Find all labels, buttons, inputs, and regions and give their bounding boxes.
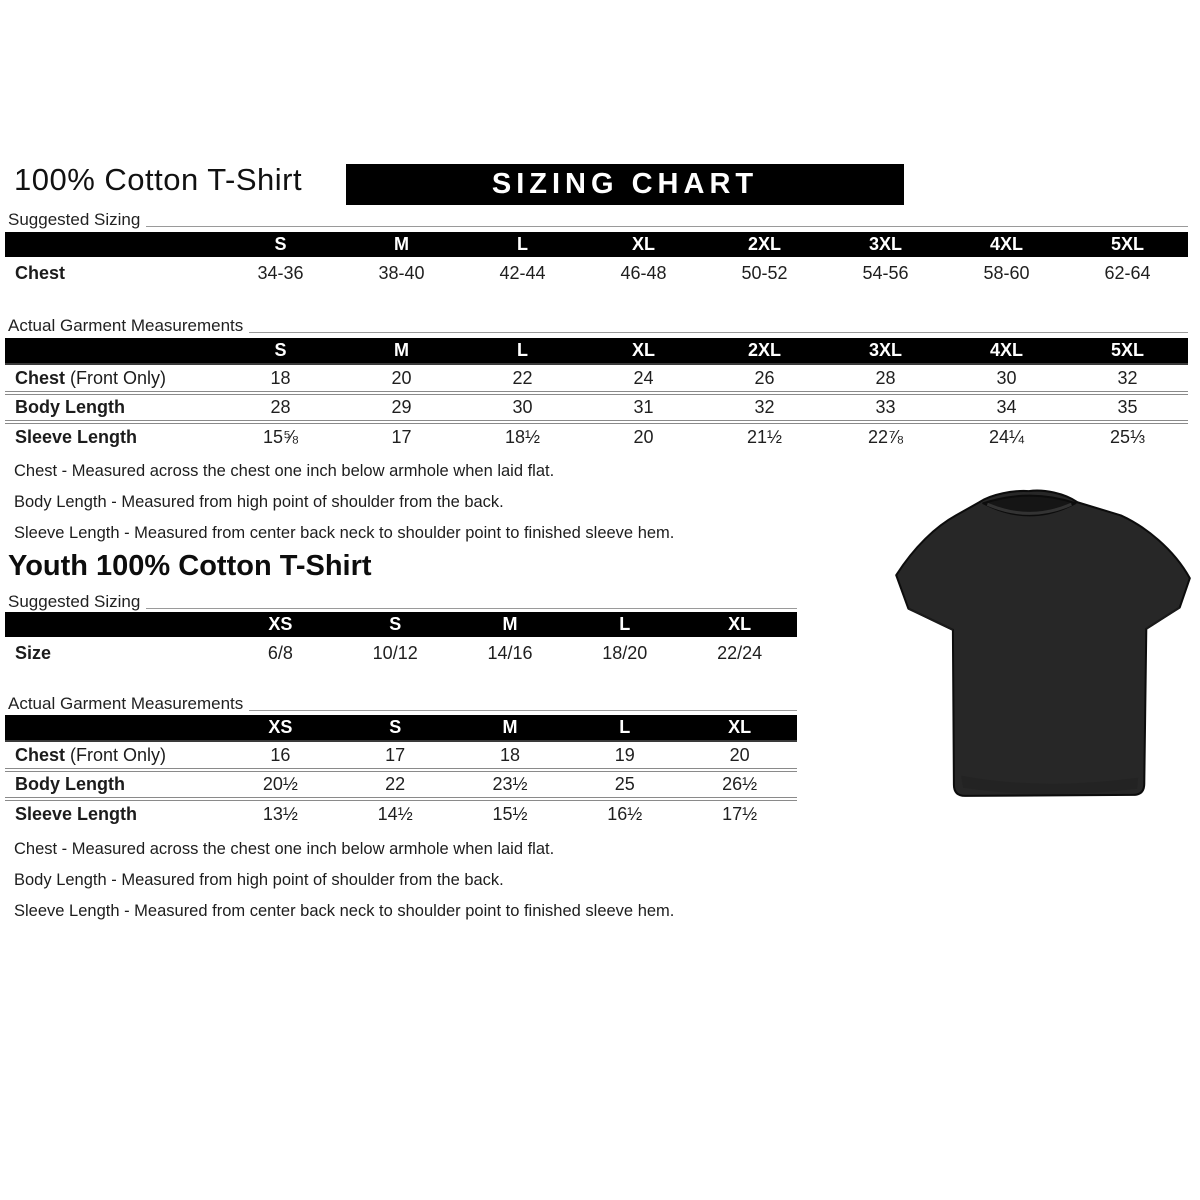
column-header-2xl: 2XL [747,234,781,254]
column-header-s: S [274,234,287,254]
row-label: Sleeve Length [15,804,138,824]
column-header-xl: XL [728,614,752,634]
measurement-cell: 23½ [492,774,528,794]
column-header-4xl: 4XL [989,234,1023,254]
measurement-cell: 22 [385,774,406,794]
row-label: Chest (Front Only) [15,744,167,765]
youth-suggested-sizing-label: Suggested Sizing [8,592,797,612]
measurement-cell: 21½ [746,427,783,447]
measurement-note: Chest - Measured across the chest one inch below armhole when laid flat. [14,462,555,480]
measurement-cell: 15½ [492,804,528,824]
header-corner-cell [5,715,223,741]
measurement-cell: 26 [754,367,775,388]
measurement-cell: 18½ [504,427,541,447]
measurement-cell: 50-52 [741,263,788,283]
measurement-cell: 18/20 [602,643,648,663]
adult-measurement-notes [14,462,814,555]
column-header-3xl: 3XL [868,340,902,360]
row-label: Chest (Front Only) [15,367,167,388]
column-header-l: L [517,234,528,254]
measurement-cell: 6/8 [267,643,293,663]
measurement-cell: 25⅓ [1109,427,1146,447]
section-rule [249,332,1188,333]
row-label: Chest [15,263,66,283]
sizing-chart-banner-text: SIZING CHART [491,168,759,200]
measurement-cell: 14/16 [487,643,533,663]
measurement-cell: 16 [270,744,291,765]
measurement-cell: 34-36 [257,263,304,283]
measurement-cell: 38-40 [378,263,425,283]
measurement-cell: 62-64 [1104,263,1151,283]
measurement-cell: 22/24 [717,643,763,663]
measurement-cell: 14½ [377,804,413,824]
tshirt-body [896,491,1190,796]
adult-suggested-sizing-table [5,232,1188,290]
measurement-cell: 33 [875,397,896,417]
section-rule [146,226,1188,227]
row-label: Sleeve Length [15,427,138,447]
youth-section-title: Youth 100% Cotton T-Shirt [8,550,372,582]
adult-actual-measurements-table [5,338,1188,451]
measurement-cell: 13½ [262,804,298,824]
column-header-s: S [389,717,402,737]
adult-suggested-sizing-label: Suggested Sizing [8,210,1188,230]
measurement-cell: 17½ [722,804,758,824]
measurement-cell: 26½ [722,774,758,794]
section-rule [249,710,797,711]
measurement-cell: 32 [1117,367,1138,388]
header-corner-cell [5,612,223,637]
header-corner-cell [5,338,220,364]
column-header-m: M [502,717,518,737]
measurement-note: Body Length - Measured from high point of shoulder from the back. [14,871,504,889]
measurement-cell: 58-60 [983,263,1030,283]
column-header-m: M [502,614,518,634]
measurement-note: Sleeve Length - Measured from center back neck to shoulder point to finished sleeve hem. [14,902,675,920]
measurement-cell: 42-44 [499,263,546,283]
measurement-cell: 30 [996,367,1017,388]
black-tshirt-image [890,482,1194,806]
column-header-xl: XL [631,234,655,254]
measurement-cell: 17 [391,427,412,447]
column-header-5xl: 5XL [1110,234,1144,254]
measurement-cell: 10/12 [372,643,418,663]
measurement-cell: 31 [633,397,654,417]
measurement-cell: 29 [391,397,412,417]
measurement-cell: 20½ [262,774,298,794]
size-header-row [5,232,1188,257]
column-header-xs: XS [268,717,293,737]
section-rule [146,608,797,609]
measurement-row [5,799,797,828]
measurement-row [5,770,797,799]
youth-measurement-notes [14,840,814,933]
measurement-note: Body Length - Measured from high point of shoulder from the back. [14,493,504,511]
size-header-row [5,715,797,741]
youth-actual-measurements-label: Actual Garment Measurements [8,694,797,714]
measurement-cell: 18 [499,744,520,765]
size-header-row [5,612,797,637]
measurement-cell: 54-56 [862,263,909,283]
column-header-2xl: 2XL [747,340,781,360]
row-label: Size [15,643,52,663]
header-corner-cell [5,232,220,257]
measurement-row [5,257,1188,290]
measurement-row [5,393,1188,422]
measurement-cell: 30 [512,397,533,417]
measurement-row [5,637,797,670]
youth-suggested-sizing-table [5,612,797,670]
measurement-cell: 28 [270,397,291,417]
measurement-cell: 16½ [607,804,643,824]
measurement-row [5,364,1188,393]
measurement-cell: 20 [729,744,750,765]
column-header-4xl: 4XL [989,340,1023,360]
sizing-chart-banner [346,164,904,205]
column-header-l: L [619,717,631,737]
measurement-cell: 24¼ [988,427,1025,447]
page-title: 100% Cotton T-Shirt [14,162,303,197]
youth-actual-measurements-table [5,715,797,828]
column-header-5xl: 5XL [1110,340,1144,360]
measurement-cell: 34 [996,397,1017,417]
column-header-m: M [394,340,409,360]
measurement-cell: 20 [633,427,654,447]
column-header-l: L [619,614,631,634]
column-header-xl: XL [728,717,752,737]
measurement-cell: 20 [391,367,412,388]
row-label: Body Length [15,774,125,794]
measurement-note: Sleeve Length - Measured from center back neck to shoulder point to finished sleeve hem. [14,524,675,542]
column-header-xl: XL [631,340,655,360]
column-header-m: M [394,234,409,254]
measurement-cell: 17 [385,744,406,765]
measurement-cell: 15⅝ [262,427,299,447]
column-header-xs: XS [268,614,293,634]
row-label: Body Length [15,397,125,417]
measurement-cell: 25 [614,774,635,794]
column-header-l: L [517,340,528,360]
measurement-cell: 35 [1117,397,1138,417]
measurement-cell: 22 [512,367,533,388]
column-header-s: S [389,614,402,634]
size-header-row [5,338,1188,364]
measurement-cell: 32 [754,397,775,417]
measurement-cell: 46-48 [620,263,667,283]
measurement-cell: 19 [614,744,635,765]
measurement-cell: 18 [270,367,291,388]
measurement-cell: 22⅞ [867,427,904,447]
column-header-s: S [274,340,287,360]
adult-actual-measurements-label: Actual Garment Measurements [8,316,1188,336]
measurement-row [5,741,797,770]
measurement-cell: 28 [875,367,896,388]
measurement-row [5,422,1188,451]
measurement-cell: 24 [633,367,654,388]
column-header-3xl: 3XL [868,234,902,254]
measurement-note: Chest - Measured across the chest one inch below armhole when laid flat. [14,840,555,858]
